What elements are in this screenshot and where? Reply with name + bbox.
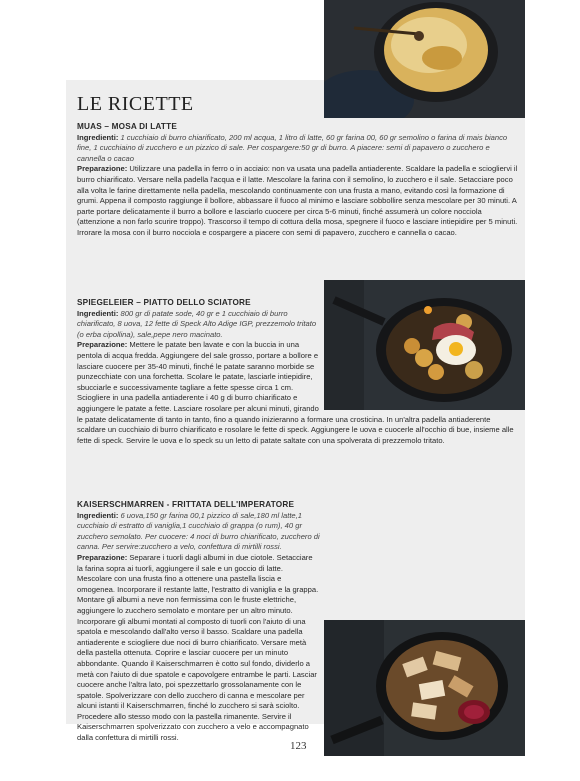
recipe-title: KAISERSCHMARREN - FRITTATA DELL'IMPERATORE [77,500,295,509]
recipe-title: MUAS – MOSA DI LATTE [77,122,177,131]
ingredients-label: Ingredienti: [77,308,119,318]
recipe-ingredients [77,511,520,553]
recipe-title: SPIEGELEIER – PIATTO DELLO SCIATORE [77,298,251,307]
page-title: LE RICETTE [77,93,194,115]
recipe-muas [77,122,520,239]
recipe-spiegeleier [77,298,520,446]
photo-float-spacer [320,298,520,413]
preparation-text: Mettere le patate ben lavate e con la buccia in una pentola di acqua fredda. Aggiungere del sale grosso, portare a bollore e lasciare cuocere per 35-40 minuti, finché le patate saranno morbide se punzecchiate con una forchetta. Scolare le patate, lasciarle intiepidire, sbucciarle e successivamente tagliare a fette spesse circa 1 cm. Sciogliere in una padella antiaderente i 40 g di burro chiarificato e aggiungere le patate a fette. Lasciare rosolare per alcuni minuti, girando le patate delicatamente di tanto in tanto, fino a quando inizieranno a formare una crosticina. In un'altra padella antiaderente scaldare un cucchiaio di burro chiarificato e rosolare le fette di speck. Aggiungere le uova e cuocerle all'occhio di bue, insieme alle fette di speck. Servire le uova e lo speck su un letto di patate saltate con una spolverata di prezzemolo tritato. [77,340,514,445]
ingredients-label: Ingredienti: [77,132,119,142]
mosa-photo [324,0,525,118]
ingredients-text: 800 gr di patate sode, 40 gr e 1 cucchiaio di burro chiarificato, 8 uova, 12 fette di Speck Alto Adige IGP, prezzemolo tritato (o erba cipollina), sale,pepe nero macinato. [77,308,317,339]
photo-float-spacer [320,618,520,742]
recipe-preparation [77,164,520,238]
recipe-kaiserschmarren [77,500,520,744]
ingredients-text: 6 uova,150 gr farina 00,1 pizzico di sale,180 ml latte,1 cucchiaio di estratto di vaniglia,1 cucchiaio di grappa (o rum), 40 gr zucchero semolato. Per cuocere: 4 noci di burro chiarificato, zucchero di canna. Per servire:zucchero a velo, confettura di mirtilli rossi. [77,510,320,552]
preparation-text: Utilizzare una padella in ferro o in acciaio: non va usata una padella antiaderente. Scaldare la padella e sciogliervi il burro chiarificato. Versare nella padella l'acqua e il latte. Mescolare la farina con il semolino, lo zucchero e il sale. Setacciare poco alla volta le farine direttamente nella padella, mescolando continuamente con una frusta a mano, evitando così la formazione di grumi. Appena il composto raggiunge il bollore, abbassare il fuoco al minimo e lasciare sobbollire senza mescolare per 30 minuti. A parte portare delicatamente il burro a bollore e lasciarlo cuocere per circa 5-6 minuti, finché assumerà un colore nocciola (attenzione a non farlo scurire troppo). Trascorso il tempo di cottura della mosa, spegnere il fuoco e lasciare intiepidire per 5 minuti. Irrorare la mosa con il burro nocciola e cospargere a piacere con semi di papavero, zucchero e cannella o cacao. [77,164,518,237]
preparation-text: Separare i tuorli dagli albumi in due ciotole. Setacciare la farina sopra ai tuorli, aggiungere il sale e un goccio di latte. Mescolare con una frusta fino a ottenere una pastella liscia e omogenea. Incorporare il restante latte, l'estratto di vaniglia e la grappa. Montare gli albumi a neve non fermissima con le fruste elettriche, aggiungere lo zucchero semolato e montare per un altro minuto. Incorporare gli albumi montati al composto di tuorli con l'aiuto di una spatola e mescolando dall'alto verso il basso. Scaldare una padella antiaderente e sciogliere due noci di burro chiarificato. Versare metà della pastella ottenuta. Coprire e lasciar cuocere per un minuto abbondante. Quando il Kaiserschmarren è cotto sul fondo, dividerlo a metà con l'aiuto di due spatole e capovolgere entrambe le parti. Lasciar cuocere anche l'altra lato, poi spezzettarlo grossolanamente con le spatole. Spolverizzare con dello zucchero di canna e mescolare per alcuni istanti il Kaiserschmarren, finché lo zucchero si sarà sciolto. Procedere allo stesso modo con la pastella rimanente. Servire il Kaiserschmarren spolverizzato con zucchero a velo e accompagnato dalla confettura di mirtilli rossi. [77,552,319,743]
ingredients-text: 1 cucchiaio di burro chiarificato, 200 ml acqua, 1 litro di latte, 60 gr farina 00, 60 gr semolino o farina di mais bianco fine, 1 cucchiaino di zucchero e un pizzico di sale. Per cospargere:50 gr di burro. A piacere: semi di papavero o zucchero e cannella o cacao [77,132,508,163]
recipe-ingredients [77,133,520,165]
page-number: 123 [290,740,307,752]
ingredients-label: Ingredienti: [77,510,119,520]
preparation-label: Preparazione: [77,340,128,350]
preparation-label: Preparazione: [77,552,128,562]
preparation-label: Preparazione: [77,164,128,174]
